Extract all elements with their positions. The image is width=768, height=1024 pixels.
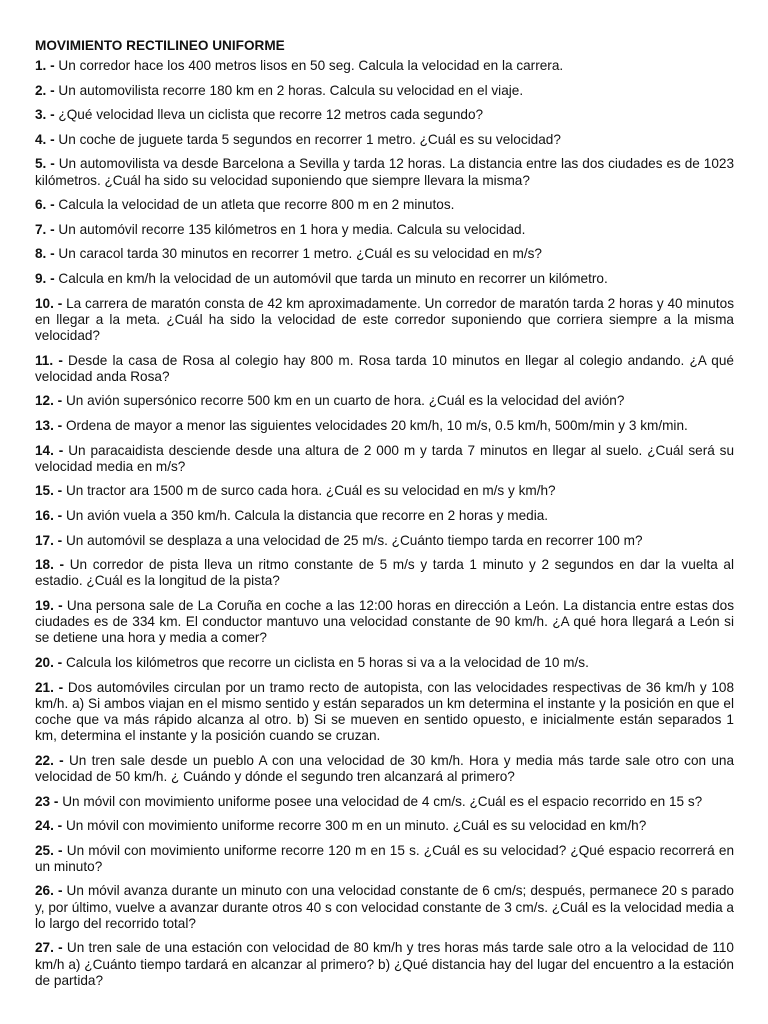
problem-number: 15. -: [35, 483, 63, 499]
problem-text: Un automóvil recorre 135 kilómetros en 1 hora y media. Calcula su velocidad.: [58, 221, 526, 237]
problem-text: Un móvil con movimiento uniforme recorre 120 m en 15 s. ¿Cuál es su velocidad? ¿Qué espacio recorrerá en un minuto?: [35, 842, 735, 874]
problem-item: [35, 393, 734, 409]
problem-text: Calcula los kilómetros que recorre un ciclista en 5 horas si va a la velocidad de 10 m/s.: [65, 654, 589, 670]
problem-text: Una persona sale de La Coruña en coche a las 12:00 horas en dirección a León. La distancia entre estas dos ciudades es de 334 km. El conductor mantuvo una velocidad constante de 90 km/h. ¿A qué hora llegará a León si se detiene una hora y media a comer?: [35, 597, 735, 646]
problem-text: Calcula en km/h la velocidad de un automóvil que tarda un minuto en recorrer un kilómetro.: [58, 270, 608, 286]
problem-text: Un avión vuela a 350 km/h. Calcula la distancia que recorre en 2 horas y media.: [65, 507, 549, 523]
problem-text: Un automovilista va desde Barcelona a Sevilla y tarda 12 horas. La distancia entre las dos ciudades es de 1023 kilómetros. ¿Cuál ha sido su velocidad suponiendo que siempre llevara la misma?: [35, 156, 735, 188]
problem-text: ¿Qué velocidad lleva un ciclista que recorre 12 metros cada segundo?: [58, 107, 484, 123]
problem-item: [35, 271, 734, 287]
problem-number: 25. -: [35, 842, 63, 858]
problem-text: Ordena de mayor a menor las siguientes velocidades 20 km/h, 10 m/s, 0.5 km/h, 500m/min y 3 km/min.: [65, 417, 688, 433]
problem-text: Un móvil con movimiento uniforme posee una velocidad de 4 cm/s. ¿Cuál es el espacio recorrido en 15 s?: [62, 793, 703, 809]
problem-item: [35, 197, 734, 213]
problem-text: Un caracol tarda 30 minutos en recorrer 1 metro. ¿Cuál es su velocidad en m/s?: [58, 246, 542, 262]
problem-list: [35, 58, 734, 989]
problem-number: 22. -: [35, 752, 64, 768]
problem-item: [35, 883, 734, 932]
problem-item: [35, 132, 734, 148]
problem-item: [35, 818, 734, 834]
problem-item: [35, 353, 734, 385]
problem-number: 7. -: [35, 221, 55, 237]
problem-text: Un tren sale de una estación con velocidad de 80 km/h y tres horas más tarde sale otro a la velocidad de 110 km/h a) ¿Cuánto tiempo tardará en alcanzar al primero? b) ¿Qué distancia hay del lugar del encuentro a la estación de partida?: [35, 940, 734, 988]
problem-text: Un coche de juguete tarda 5 segundos en recorrer 1 metro. ¿Cuál es su velocidad?: [58, 131, 561, 147]
problem-number: 8. -: [35, 246, 55, 262]
problem-item: [35, 246, 734, 262]
document-page: [35, 38, 734, 997]
problem-number: 2. -: [35, 82, 55, 98]
problem-number: 19. -: [35, 597, 63, 613]
problem-number: 14. -: [35, 442, 64, 458]
problem-number: 11. -: [35, 352, 63, 368]
problem-item: [35, 296, 734, 345]
problem-item: [35, 508, 734, 524]
problem-text: Un automovilista recorre 180 km en 2 horas. Calcula su velocidad en el viaje.: [58, 82, 524, 98]
problem-text: La carrera de maratón consta de 42 km aproximadamente. Un corredor de maratón tarda 2 horas y 40 minutos en llegar a la meta. ¿Cuál ha sido la velocidad de este corredor suponiendo que corriera siempre a la misma velocidad?: [35, 295, 735, 343]
problem-item: [35, 483, 734, 499]
problem-number: 3. -: [35, 107, 55, 123]
problem-number: 9. -: [35, 270, 55, 286]
problem-item: [35, 58, 734, 74]
problem-item: [35, 940, 734, 989]
problem-item: [35, 83, 734, 99]
problem-text: Un paracaidista desciende desde una altura de 2 000 m y tarda 7 minutos en llegar al suelo. ¿Cuál será su velocidad media en m/s?: [35, 442, 735, 474]
problem-text: Un tren sale desde un pueblo A con una velocidad de 30 km/h. Hora y media más tarde sale otro con una velocidad de 50 km/h. ¿ Cuándo y dónde el segundo tren alcanzará al primero?: [35, 752, 735, 784]
problem-item: [35, 680, 734, 745]
problem-item: [35, 843, 734, 875]
problem-item: [35, 156, 734, 188]
problem-item: [35, 443, 734, 475]
problem-text: Un tractor ara 1500 m de surco cada hora. ¿Cuál es su velocidad en m/s y km/h?: [65, 483, 556, 499]
problem-text: Un móvil avanza durante un minuto con una velocidad constante de 6 cm/s; después, permanece 20 s parado y, por último, vuelve a avanzar durante otros 40 s con velocidad constante de 3 cm/s. ¿Cuál es la velocidad media a lo largo del recorrido total?: [35, 883, 734, 931]
problem-item: [35, 598, 734, 647]
problem-text: Dos automóviles circulan por un tramo recto de autopista, con las velocidades respectivas de 36 km/h y 108 km/h. a) Si ambos viajan en el mismo sentido y están separados un km determina el instante y la posición en que el coche que va más rápido alcanza al otro. b) Si se mueven en sentido opuesto, e inicialmente están separados 1 km, determina el instante y la posición cuando se cruzan.: [35, 679, 735, 744]
problem-item: [35, 107, 734, 123]
problem-number: 6. -: [35, 197, 55, 213]
problem-text: Un móvil con movimiento uniforme recorre 300 m en un minuto. ¿Cuál es su velocidad en km/h?: [65, 818, 647, 834]
problem-number: 5. -: [35, 156, 55, 172]
problem-number: 4. -: [35, 131, 55, 147]
problem-number: 13. -: [35, 417, 63, 433]
document-title: MOVIMIENTO RECTILINEO UNIFORME: [35, 38, 285, 53]
problem-number: 20. -: [35, 654, 63, 670]
problem-number: 23 -: [35, 793, 59, 809]
problem-item: [35, 222, 734, 238]
problem-number: 16. -: [35, 507, 63, 523]
problem-number: 24. -: [35, 818, 63, 834]
problem-number: 17. -: [35, 532, 63, 548]
problem-number: 1. -: [35, 58, 55, 73]
problem-item: [35, 655, 734, 671]
problem-item: [35, 557, 734, 589]
problem-text: Un automóvil se desplaza a una velocidad de 25 m/s. ¿Cuánto tiempo tarda en recorrer 100 m?: [65, 532, 643, 548]
problem-text: Un corredor hace los 400 metros lisos en 50 seg. Calcula la velocidad en la carrera.: [58, 58, 564, 73]
problem-item: [35, 533, 734, 549]
problem-text: Un avión supersónico recorre 500 km en un cuarto de hora. ¿Cuál es la velocidad del avión?: [65, 393, 625, 409]
problem-number: 18. -: [35, 557, 65, 573]
problem-text: Calcula la velocidad de un atleta que recorre 800 m en 2 minutos.: [58, 197, 455, 213]
problem-number: 10. -: [35, 295, 63, 311]
problem-number: 27. -: [35, 940, 63, 956]
problem-item: [35, 753, 734, 785]
problem-number: 12. -: [35, 393, 63, 409]
problem-number: 21. -: [35, 679, 64, 695]
problem-number: 26. -: [35, 883, 63, 899]
problem-item: [35, 418, 734, 434]
problem-item: [35, 794, 734, 810]
problem-text: Desde la casa de Rosa al colegio hay 800 m. Rosa tarda 10 minutos en llegar al colegio andando. ¿A qué velocidad anda Rosa?: [35, 352, 734, 384]
problem-text: Un corredor de pista lleva un ritmo constante de 5 m/s y tarda 1 minuto y 2 segundos en dar la vuelta al estadio. ¿Cuál es la longitud de la pista?: [35, 557, 734, 589]
